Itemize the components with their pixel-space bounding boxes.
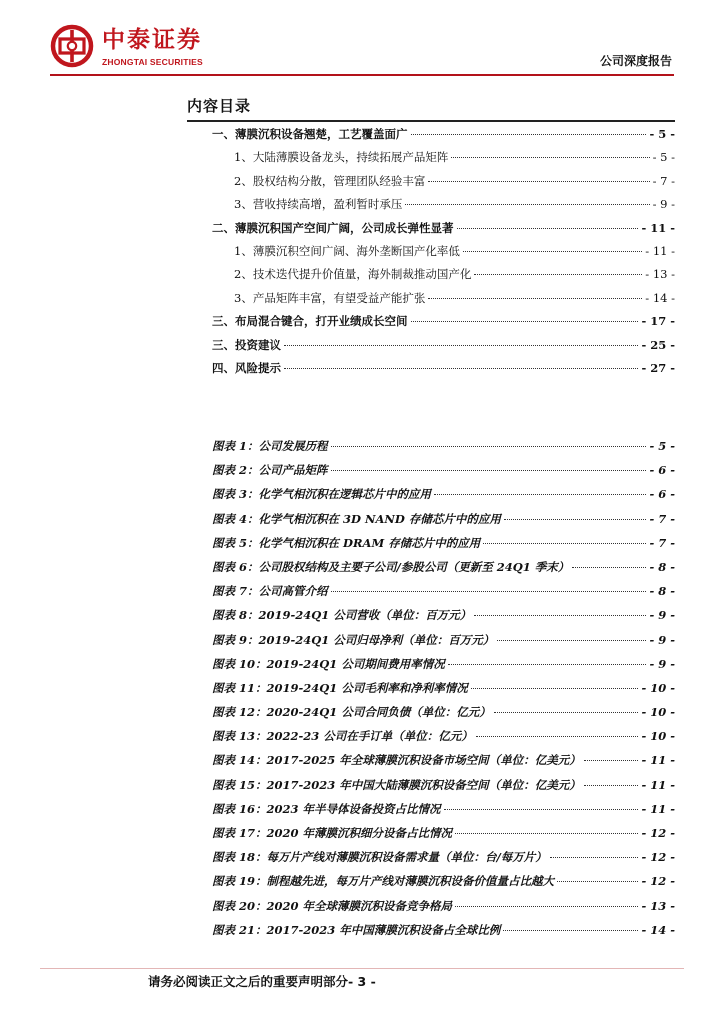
toc-entry-page-number: - 5 - (652, 150, 675, 165)
figure-entry-label: 图表 17：2020 年薄膜沉积细分设备占比情况 (212, 826, 453, 840)
figure-entry[interactable] (212, 607, 675, 631)
figure-entry[interactable] (212, 486, 675, 510)
figure-entry-label: 图表 11：2019-24Q1 公司毛利率和净利率情况 (212, 680, 468, 695)
toc-entry[interactable] (212, 290, 675, 313)
toc-entry[interactable] (212, 313, 675, 336)
dot-leader (451, 157, 649, 158)
toc-entry-label: 2、股权结构分散，管理团队经验丰富 (234, 173, 426, 188)
figure-entry-page-number: - 10 - (641, 729, 675, 744)
toc-entry-page-number: - 11 - (645, 243, 675, 258)
toc-entry-label: 1、大陆薄膜设备龙头，持续拓展产品矩阵 (234, 150, 449, 165)
figure-entry-page-number: - 13 - (641, 898, 675, 913)
figure-entry-page-number: - 10 - (641, 705, 675, 720)
toc-entry-label: 四、风险提示 (212, 360, 281, 375)
figure-entry-label: 图表 5：化学气相沉积在 DRAM 存储芯片中的应用 (212, 535, 481, 550)
figure-entry-page-number: - 8 - (649, 559, 675, 574)
toc-entry-label: 3、产品矩阵丰富，有望受益产能扩张 (234, 290, 426, 305)
toc-entry[interactable] (212, 360, 675, 383)
dot-leader (405, 204, 649, 205)
dot-leader (434, 494, 646, 495)
dot-leader (557, 881, 638, 882)
toc-entry[interactable] (212, 149, 675, 172)
figure-entry-label: 图表 9：2019-24Q1 公司归母净利（单位：百万元） (212, 632, 495, 647)
page-header (0, 0, 724, 78)
dot-leader (550, 857, 639, 858)
dot-leader (331, 591, 647, 592)
toc-entry-page-number: - 9 - (652, 197, 675, 212)
figure-entry-page-number: - 6 - (649, 463, 675, 478)
dot-leader (444, 809, 639, 810)
report-type-label: 公司深度报告 (599, 54, 672, 68)
figure-entry-label: 图表 8：2019-24Q1 公司营收（单位：百万元） (212, 608, 472, 623)
figure-entry-label: 图表 18：每万片产线对薄膜沉积设备需求量（单位：台/每万片） (212, 850, 547, 865)
figure-entry-page-number: - 9 - (649, 656, 675, 671)
figure-entry-page-number: - 11 - (641, 801, 675, 816)
figure-entry[interactable] (212, 680, 675, 704)
figure-entry[interactable] (212, 559, 675, 583)
figure-entry[interactable] (212, 728, 675, 752)
toc-entry-page-number: - 25 - (641, 337, 675, 352)
dot-leader (457, 228, 639, 229)
figure-entry-page-number: - 12 - (641, 850, 675, 865)
figure-entry-label: 图表 14：2017-2025 年全球薄膜沉积设备市场空间（单位：亿美元） (212, 753, 581, 768)
figure-entry[interactable] (212, 704, 675, 728)
figure-entry-label: 图表 15：2017-2023 年中国大陆薄膜沉积设备空间（单位：亿美元） (212, 777, 581, 792)
figure-entry[interactable] (212, 535, 675, 559)
dot-leader (284, 368, 638, 369)
dot-leader (411, 321, 639, 322)
figure-entry-page-number: - 7 - (649, 511, 675, 526)
toc-entry[interactable] (212, 196, 675, 219)
figure-entry[interactable] (212, 462, 675, 486)
figure-entry-label: 图表 21：2017-2023 年中国薄膜沉积设备占全球比例 (212, 922, 501, 937)
dot-leader (494, 712, 639, 713)
dot-leader (504, 519, 647, 520)
figure-entry-page-number: - 9 - (649, 632, 675, 647)
figure-entry[interactable] (212, 583, 675, 607)
toc-entry-label: 3、营收持续高增，盈利暂时承压 (234, 197, 403, 212)
figure-entry-label: 图表 20：2020 年全球薄膜沉积设备竞争格局 (212, 898, 453, 913)
dot-leader (463, 251, 642, 252)
figure-entry[interactable] (212, 922, 675, 946)
figure-entry[interactable] (212, 898, 675, 922)
figure-entry-label: 图表 13：2022-23 公司在手订单（单位：亿元） (212, 729, 473, 744)
logo-text-cn: 中泰证券 (102, 27, 202, 53)
logo-text-en: ZHONGTAI SECURITIES (102, 57, 203, 67)
figure-entry-label: 图表 16：2023 年半导体设备投资占比情况 (212, 801, 441, 816)
figure-entry[interactable] (212, 438, 675, 462)
figure-entry-page-number: - 7 - (649, 535, 675, 550)
table-of-contents (212, 126, 675, 383)
dot-leader (455, 833, 638, 834)
figure-entry-page-number: - 11 - (641, 753, 675, 768)
figure-entry[interactable] (212, 801, 675, 825)
toc-entry-page-number: - 27 - (641, 360, 675, 375)
dot-leader (331, 446, 647, 447)
figure-entry[interactable] (212, 656, 675, 680)
figure-entry-label: 图表 12：2020-24Q1 公司合同负债（单位：亿元） (212, 705, 491, 720)
dot-leader (474, 274, 642, 275)
dot-leader (411, 134, 647, 135)
toc-entry-label: 1、薄膜沉积空间广阔、海外垄断国产化率低 (234, 243, 460, 258)
figure-entry-page-number: - 9 - (649, 608, 675, 623)
dot-leader (476, 736, 639, 737)
toc-entry-label: 三、投资建议 (212, 337, 281, 352)
toc-title-divider (187, 120, 675, 122)
figure-entry-label: 图表 3：化学气相沉积在逻辑芯片中的应用 (212, 487, 432, 502)
dot-leader (497, 640, 646, 641)
header-divider (50, 74, 674, 76)
toc-entry[interactable] (212, 243, 675, 266)
toc-entry[interactable] (212, 173, 675, 196)
toc-entry[interactable] (212, 126, 675, 149)
dot-leader (284, 345, 638, 346)
toc-entry[interactable] (212, 220, 675, 243)
dot-leader (474, 615, 646, 616)
footer-disclaimer: 请务必阅读正文之后的重要声明部分- 3 - (148, 974, 376, 989)
figure-entry-page-number: - 10 - (641, 680, 675, 695)
figure-entry-label: 图表 4：化学气相沉积在 3D NAND 存储芯片中的应用 (212, 511, 501, 526)
toc-entry-label: 2、技术迭代提升价值量，海外制裁推动国产化 (234, 267, 472, 282)
toc-entry-page-number: - 17 - (641, 314, 675, 329)
toc-entry-page-number: - 13 - (645, 267, 675, 282)
figure-entry-page-number: - 12 - (641, 826, 675, 840)
dot-leader (331, 470, 647, 471)
toc-entry[interactable] (212, 266, 675, 289)
figure-entry[interactable] (212, 873, 675, 897)
figure-entry[interactable] (212, 777, 675, 801)
figure-entry[interactable] (212, 752, 675, 776)
dot-leader (584, 785, 639, 786)
dot-leader (428, 298, 642, 299)
dot-leader (584, 760, 639, 761)
figure-entry-label: 图表 1：公司发展历程 (212, 439, 328, 453)
dot-leader (483, 543, 646, 544)
toc-entry-label: 一、薄膜沉积设备翘楚，工艺覆盖面广 (212, 127, 408, 141)
dot-leader (572, 567, 646, 568)
zhongtai-logo-icon (50, 24, 94, 68)
toc-entry-page-number: - 11 - (641, 220, 675, 235)
dot-leader (503, 930, 638, 931)
figure-entry-page-number: - 8 - (649, 584, 675, 599)
footer-divider (40, 968, 684, 969)
figure-entry-page-number: - 5 - (649, 439, 675, 453)
toc-entry-label: 三、布局混合键合，打开业绩成长空间 (212, 314, 408, 329)
dot-leader (428, 181, 649, 182)
figure-entry-label: 图表 10：2019-24Q1 公司期间费用率情况 (212, 656, 445, 671)
figure-entry[interactable] (212, 511, 675, 535)
toc-entry[interactable] (212, 337, 675, 360)
dot-leader (448, 664, 647, 665)
figure-entry[interactable] (212, 632, 675, 656)
figure-entry-page-number: - 11 - (641, 777, 675, 792)
figure-entry-label: 图表 2：公司产品矩阵 (212, 463, 328, 478)
figure-entry[interactable] (212, 825, 675, 849)
toc-entry-page-number: - 14 - (645, 290, 675, 305)
toc-entry-page-number: - 7 - (652, 173, 675, 188)
figure-entry-label: 图表 6：公司股权结构及主要子公司/参股公司（更新至 24Q1 季末） (212, 559, 570, 574)
toc-entry-page-number: - 5 - (649, 127, 675, 141)
figure-entry-page-number: - 6 - (649, 487, 675, 502)
figure-index (212, 438, 675, 946)
figure-entry-label: 图表 19：制程越先进，每万片产线对薄膜沉积设备价值量占比越大 (212, 874, 555, 889)
figure-entry-label: 图表 7：公司高管介绍 (212, 584, 328, 599)
toc-title: 内容目录 (187, 97, 252, 115)
figure-entry-page-number: - 14 - (641, 922, 675, 937)
figure-entry[interactable] (212, 849, 675, 873)
toc-entry-label: 二、薄膜沉积国产空间广阔，公司成长弹性显著 (212, 220, 454, 235)
dot-leader (471, 688, 639, 689)
dot-leader (455, 906, 638, 907)
figure-entry-page-number: - 12 - (641, 874, 675, 889)
